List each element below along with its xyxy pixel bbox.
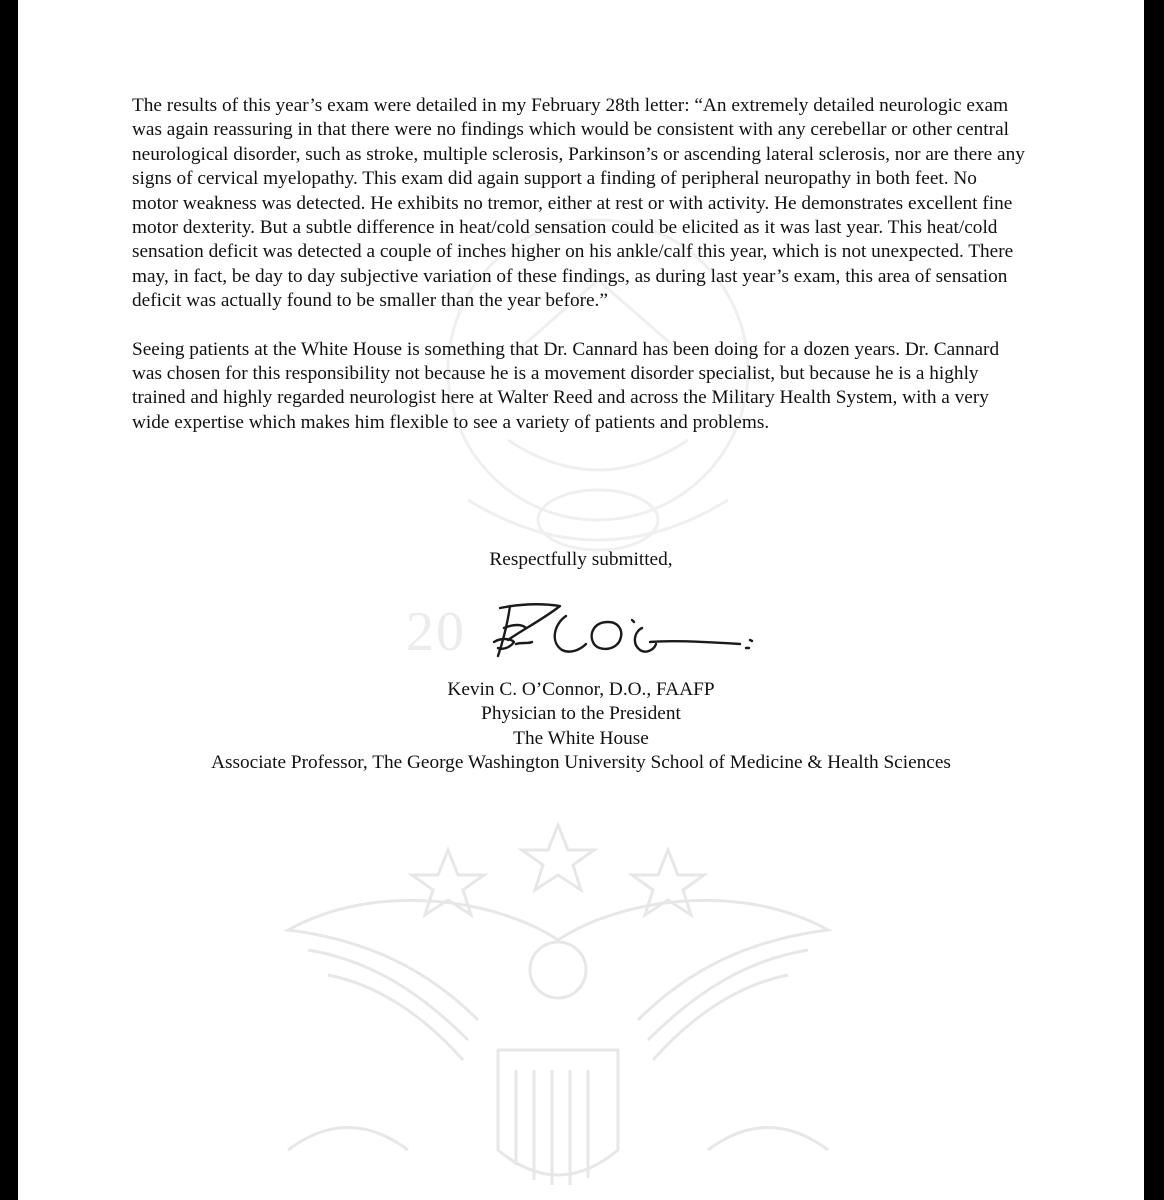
closing-line: Respectfully submitted, bbox=[489, 549, 673, 570]
signatory-affiliation: Associate Professor, The George Washington University School of Medicine & Health Sciences bbox=[211, 752, 951, 774]
signature-icon bbox=[470, 598, 760, 664]
eagle-seal-watermark-icon bbox=[248, 820, 868, 1200]
exam-results-paragraph: The results of this year’s exam were detailed in my February 28th letter: “An extremely detailed neurologic exam was again reassuring in that there were no findings which would be consistent with any cerebellar or other central neurological disorder, such as stroke, multiple sclerosis, Parkinson’s or ascending lateral sclerosis, nor are there any signs of cervical myelopathy. This exam did again support a finding of peripheral neuropathy in both feet. No motor weakness was detected. He exhibits no tremor, either at rest or with activity. He demonstrates excellent fine motor dexterity. But a subtle difference in heat/cold sensation could be elicited as it was last year. This heat/cold sensation deficit was detected a couple of inches higher on his ankle/calf this year, which is not unexpected. There may, in fact, be day to day subjective variation of these findings, as during last year’s exam, this area of sensation deficit was actually found to be smaller than the year before.” bbox=[132, 95, 1025, 312]
signatory-office: The White House bbox=[513, 727, 649, 749]
signatory-name: Kevin C. O’Connor, D.O., FAAFP bbox=[447, 679, 715, 700]
letter-page bbox=[18, 0, 1144, 1200]
signatory-title: Physician to the President bbox=[481, 703, 681, 725]
signature-block bbox=[18, 678, 1144, 776]
letter-body bbox=[132, 94, 1027, 459]
dr-cannard-paragraph: Seeing patients at the White House is something that Dr. Cannard has been doing for a dozen years. Dr. Cannard was chosen for this responsibility not because he is a movement disorder specialist, but because he is a highly trained and highly regarded neurologist here at Walter Reed and across the Military Health System, with a very wide expertise which makes him flexible to see a variety of patients and problems. bbox=[132, 338, 1000, 433]
year-watermark: 20 bbox=[406, 601, 466, 663]
